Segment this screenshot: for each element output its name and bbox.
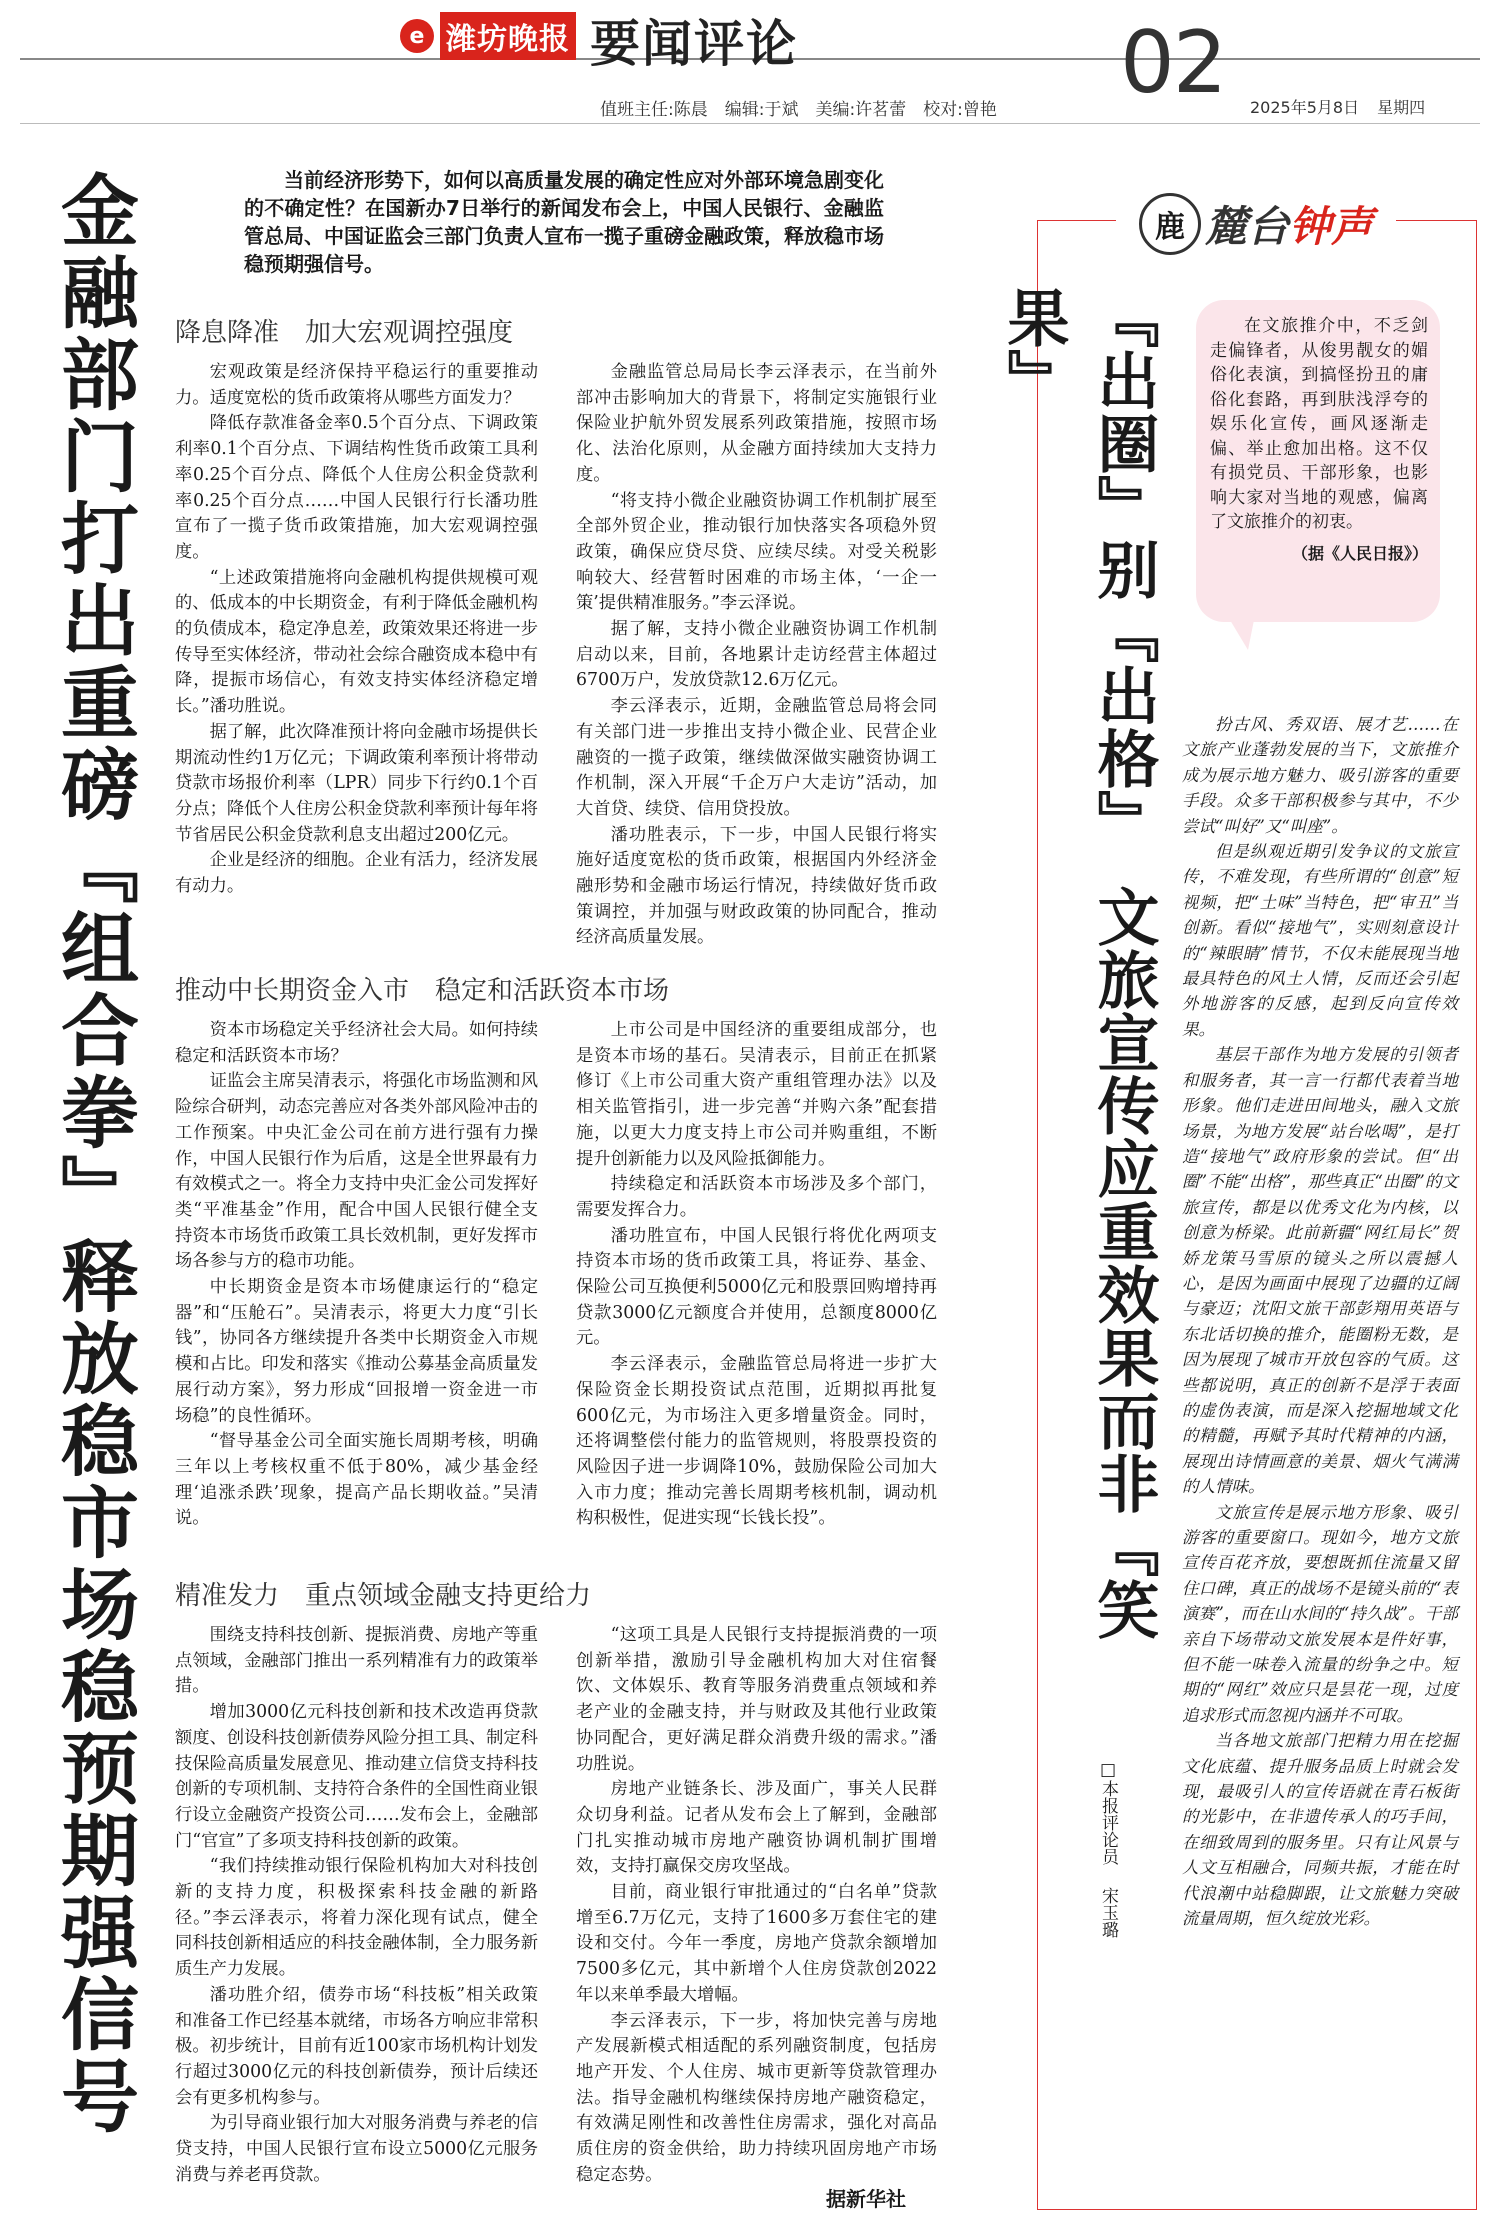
page-number: 02 — [1120, 13, 1226, 113]
paragraph: 资本市场稳定关乎经济社会大局。如何持续稳定和活跃资本市场？ — [175, 1020, 538, 1066]
paragraph: 文旅宣传是展示地方形象、吸引游客的重要窗口。现如今，地方文旅宣传百花齐放，要想既抓住流量又留住口碑，真正的战场不是镜头前的“表演赛”，而在山水间的“持久战”。干部亲自下场带动文旅发展本是件好事，但不能一味卷入流量的纷争之中。短期的“网红”效应只是昙花一现，过度追求形式而忽视内涵并不可取。 — [1182, 1502, 1458, 1725]
paragraph: “我们持续推动银行保险机构加大对科技创新的支持力度，积极探索科技金融的新路径。”李云泽表示，将着力深化现有试点，健全同科技创新相适应的科技金融体制，全力服务新质生产力发展。 — [175, 1856, 538, 1980]
paragraph: 降低存款准备金率0.5个百分点、下调政策利率0.1个百分点、下调结构性货币政策工具利率0.25个百分点、降低个人住房公积金贷款利率0.25个百分点……中国人民银行行长潘功胜宣布了一揽子货币政策措施，加大宏观调控强度。 — [175, 413, 538, 562]
paragraph: 潘功胜介绍，债券市场“科技板”相关政策和准备工作已经基本就绪，市场各方响应非常积极。初步统计，目前有近100家市场机构计划发行超过3000亿元的科技创新债券，预计后续还会有更多机构参与。 — [175, 1984, 538, 2108]
paragraph: “将支持小微企业融资协调工作机制扩展至全部外贸企业，推动银行加快落实各项稳外贸政策，确保应贷尽贷、应续尽续。对受关税影响较大、经营暂时困难的市场主体，‘一企一策’提供精准服务。”李云泽说。 — [576, 490, 937, 614]
column-name-part1: 麓台 — [1204, 202, 1289, 251]
commentary-body — [1182, 712, 1458, 1932]
section-3-right-column — [576, 1623, 937, 2188]
paragraph: 金融监管总局局长李云泽表示，在当前外部冲击影响加大的背景下，将制定实施银行业保险业护航外贸发展系列政策措施，按照市场化、法治化原则，从金融方面持续加大支持力度。 — [576, 362, 937, 485]
section-1-right-column — [576, 360, 937, 951]
article-lead: 当前经济形势下，如何以高质量发展的确定性应对外部环境急剧变化的不确定性？在国新办7日举行的新闻发布会上，中国人民银行、金融监管总局、中国证监会三部门负责人宣布一揽子重磅金融政策，释放稳市场稳预期强信号。 — [244, 168, 884, 276]
paragraph: “上述政策措施将向金融机构提供规模可观的、低成本的中长期资金，有利于降低金融机构的负债成本，稳定净息差，政策效果还将进一步传导至实体经济，带动社会综合融资成本稳中有降，提振市场信心，有效支持实体经济稳定增长。”潘功胜说。 — [175, 567, 538, 717]
paragraph: 目前，商业银行审批通过的“白名单”贷款增至6.7万亿元，支持了1600多万套住宅的建设和交付。今年一季度，房地产贷款余额增加7500多亿元，其中新增个人住房贷款创2022年以来单季最大增幅。 — [576, 1882, 937, 2005]
paragraph: 李云泽表示，下一步，将加快完善与房地产发展新模式相适配的系列融资制度，包括房地产开发、个人住房、城市更新等贷款管理办法。指导金融机构继续保持房地产融资稳定，有效满足刚性和改善性住房需求，强化对高品质住房的资金供给，助力持续巩固房地产市场稳定态势。 — [576, 2010, 937, 2185]
date-text: 2025年5月8日 — [1250, 98, 1360, 117]
section-2-left-column — [175, 1018, 538, 1532]
logo-mark-icon: e — [400, 19, 434, 53]
main-headline: 金融部门打出重磅『组合拳』释放稳市场稳预期强信号 — [48, 170, 138, 2138]
paragraph: 基层干部作为地方发展的引领者和服务者，其一言一行都代表着当地形象。他们走进田间地头，融入文旅场景，为地方发展“站台吆喝”，是打造“接地气”政府形象的尝试。但“出圈”不能“出格”，那些真正“出圈”的文旅宣传，都是以优秀文化为内核，以创意为桥梁。此前新疆“网红局长”贺娇龙策马雪原的镜头之所以震撼人心，是因为画面中展现了边疆的辽阔与豪迈；沈阳文旅干部彭翔用英语与东北话切换的推介，能圈粉无数，是因为展现了城市开放包容的气质。这些都说明，真正的创新不是浮于表面的虚伪表演，而是深入挖掘地域文化的精髓，再赋予其时代精神的内涵，展现出诗情画意的美景、烟火气满满的人情味。 — [1182, 1045, 1458, 1497]
quote-bubble-tail — [1230, 620, 1254, 650]
section-2-title: 推动中长期资金入市 稳定和活跃资本市场 — [175, 976, 670, 1006]
paragraph: “督导基金公司全面实施长周期考核，明确三年以上考核权重不低于80%，减少基金经理‘追涨杀跌’现象，提高产品长期收益。”吴清说。 — [175, 1431, 538, 1529]
column-name — [1205, 194, 1373, 254]
paragraph: 企业是经济的细胞。企业有活力，经济发展有动力。 — [175, 850, 538, 897]
paragraph: 但是纵观近期引发争议的文旅宣传，不难发现，有些所谓的“创意”短视频，把“土味”当特色，把“审丑”当创新。看似“接地气”，实则刻意设计的“辣眼睛”情节，不仅未能展现当地最具特色的风土人情，反而还会引起外地游客的反感，起到反向宣传效果。 — [1182, 842, 1458, 1039]
column-logo — [1116, 182, 1396, 266]
paragraph: 潘功胜表示，下一步，中国人民银行将实施好适度宽松的货币政策，根据国内外经济金融形势和金融市场运行情况，持续做好货币政策调控，并加强与财政政策的协同配合，推动经济高质量发展。 — [576, 824, 937, 948]
paragraph: 为引导商业银行加大对服务消费与养老的信贷支持，中国人民银行宣布设立5000亿元服务消费与养老再贷款。 — [175, 2113, 538, 2185]
source-credit: 据新华社 — [826, 2187, 906, 2211]
paragraph: 中长期资金是资本市场健康运行的“稳定器”和“压舱石”。吴清表示，将更大力度“引长钱”，协同各方继续提升各类中长期资金入市规模和占比。印发和落实《推动公募基金高质量发展行动方案》，努力形成“回报增一资金进一市场稳”的良性循环。 — [175, 1277, 538, 1426]
paragraph: 房地产业链条长、涉及面广，事关人民群众切身利益。记者从发布会上了解到，金融部门扎实推动城市房地产融资协调机制扩围增效，支持打赢保交房攻坚战。 — [576, 1779, 937, 1877]
section-title: 要闻评论 — [590, 14, 798, 73]
section-1-title: 降息降准 加大宏观调控强度 — [175, 318, 514, 348]
paragraph: 证监会主席吴清表示，将强化市场监测和风险综合研判，动态完善应对各类外部风险冲击的工作预案。中央汇金公司在前方进行强有力操作，中国人民银行作为后盾，这是全世界最有力有效模式之一。将全力支持中央汇金公司发挥好类“平准基金”作用，配合中国人民银行健全支持资本市场货币政策工具长效机制，更好发挥市场各参与方的稳市功能。 — [175, 1071, 538, 1272]
section-3-title: 精准发力 重点领域金融支持更给力 — [175, 1581, 592, 1611]
paragraph: 潘功胜宣布，中国人民银行将优化两项支持资本市场的货币政策工具，将证券、基金、保险公司互换便利5000亿元和股票回购增持再贷款3000亿元额度合并使用，总额度8000亿元。 — [576, 1225, 937, 1349]
newspaper-logo — [400, 8, 580, 64]
section-3-left-column — [175, 1623, 538, 2188]
byline-role: □本报评论员 — [1098, 1760, 1118, 1865]
paragraph: 据了解，支持小微企业融资协调工作机制启动以来，目前，各地累计走访经营主体超过6700万户，发放贷款12.6万亿元。 — [576, 619, 937, 691]
paragraph: 据了解，此次降准预计将向金融市场提供长期流动性约1万亿元；下调政策利率预计将带动贷款市场报价利率（LPR）同步下行约0.1个百分点；降低个人住房公积金贷款利率预计每年将节省居民公积金贷款利息支出超过200亿元。 — [175, 721, 538, 845]
paragraph: 扮古风、秀双语、展才艺……在文旅产业蓬勃发展的当下，文旅推介成为展示地方魅力、吸引游客的重要手段。众多干部积极参与其中，不少尝试“叫好”又“叫座”。 — [1182, 715, 1458, 836]
section-2-right-column — [576, 1018, 937, 1532]
newspaper-name: 潍坊晚报 — [440, 12, 576, 60]
section-1-left-column — [175, 360, 538, 900]
staff-credits: 值班主任:陈晨 编辑:于斌 美编:许茗蕾 校对:曾艳 — [600, 100, 997, 120]
paragraph: 李云泽表示，近期，金融监管总局将会同有关部门进一步推出支持小微企业、民营企业融资的一揽子政策，继续做深做实融资协调工作机制，深入开展“千企万户大走访”活动，加大首贷、续贷、信用贷投放。 — [576, 696, 937, 819]
paragraph: 围绕支持科技创新、提振消费、房地产等重点领域，金融部门推出一系列精准有力的政策举措。 — [175, 1625, 538, 1697]
commentary-headline: 『出圈』别『出格』 文旅宣传应重效果而非『笑果』 — [997, 286, 1160, 1641]
quote-text: 在文旅推介中，不乏剑走偏锋者，从俊男靓女的媚俗化表演，到搞怪扮丑的庸俗化套路，再到肤浅浮夸的娱乐化宣传，画风逐渐走偏、举止愈加出格。这不仅有损党员、干部形象，也影响大家对当地的观感，偏离了文旅推介的初衷。 — [1210, 316, 1428, 532]
paragraph: 上市公司是中国经济的重要组成部分，也是资本市场的基石。吴清表示，目前正在抓紧修订《上市公司重大资产重组管理办法》以及相关监管指引，进一步完善“并购六条”配套措施，以更大力度支持上市公司并购重组，不断提升创新能力以及风险抵御能力。 — [576, 1020, 937, 1169]
paragraph: 增加3000亿元科技创新和技术改造再贷款额度、创设科技创新债券风险分担工具、制定科技保险高质量发展意见、推动建立信贷支持科技创新的专项机制、支持符合条件的全国性商业银行设立金融资产投资公司……发布会上，金融部门“官宣”了多项支持科技创新的政策。 — [175, 1702, 538, 1851]
header-divider — [20, 123, 1480, 124]
paragraph: 李云泽表示，金融监管总局将进一步扩大保险资金长期投资试点范围，近期拟再批复600亿元，为市场注入更多增量资金。同时，还将调整偿付能力的监管规则，将股票投资的风险因子进一步调降10%，鼓励保险公司加大入市力度；推动完善长周期考核机制，调动机构积极性，促进实现“长钱长投”。 — [576, 1354, 937, 1529]
issue-date — [1250, 95, 1443, 118]
paragraph: 持续稳定和活跃资本市场涉及多个部门，需要发挥合力。 — [576, 1174, 937, 1220]
paragraph: 宏观政策是经济保持平稳运行的重要推动力。适度宽松的货币政策将从哪些方面发力？ — [175, 362, 538, 408]
deer-icon: 鹿 — [1139, 193, 1201, 255]
column-name-part2: 钟声 — [1289, 202, 1374, 251]
commentary-byline — [1088, 1760, 1128, 2010]
weekday-text: 星期四 — [1377, 98, 1426, 117]
paragraph: 当各地文旅部门把精力用在挖掘文化底蕴、提升服务品质上时就会发现，最吸引人的宣传语就在青石板街的光影中，在非遗传承人的巧手间，在细致周到的服务里。只有让风景与人文互相融合，同频共振，才能在时代浪潮中站稳脚跟，让文旅魅力突破流量周期，恒久绽放光彩。 — [1182, 1731, 1458, 1929]
quote-bubble — [1196, 300, 1440, 622]
byline-name: 宋玉璐 — [1098, 1887, 1118, 1938]
quote-source: （据《人民日报》） — [1291, 543, 1428, 563]
paragraph: “这项工具是人民银行支持提振消费的一项创新举措，激励引导金融机构加大对住宿餐饮、文体娱乐、教育等服务消费重点领域和养老产业的金融支持，并与财政及其他行业政策协同配合，更好满足群众消费升级的需求。”潘功胜说。 — [576, 1625, 937, 1774]
